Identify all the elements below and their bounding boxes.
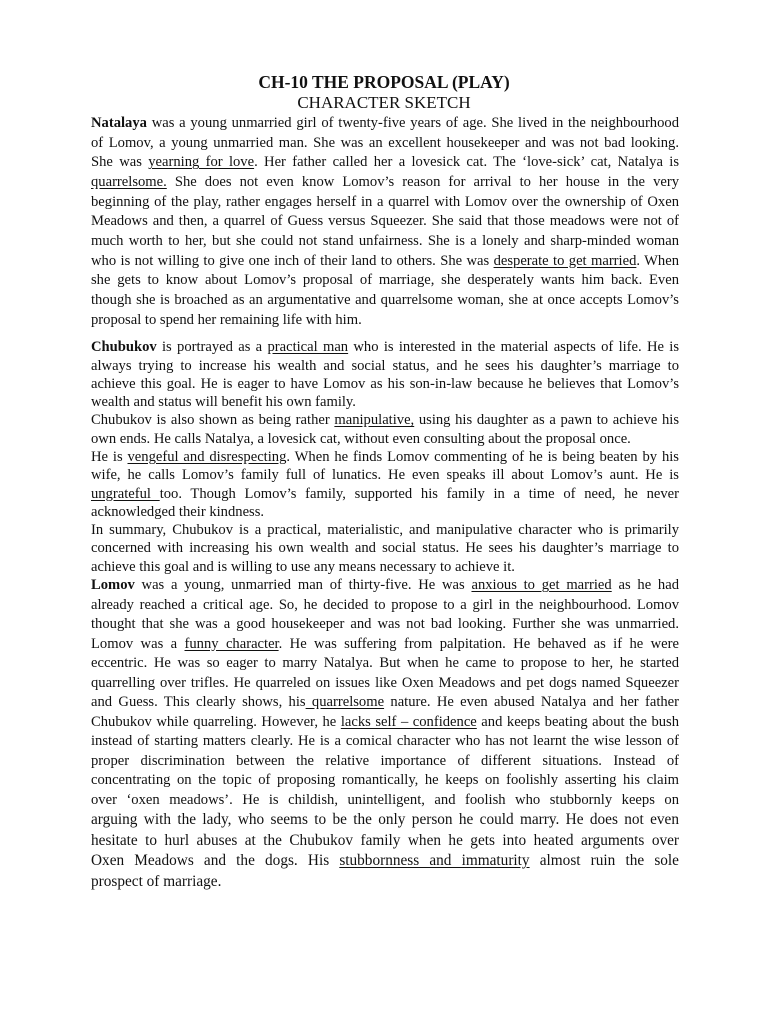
text-line: instead of starting matters clearly. He is a comical character who has not learnt the wise lesson of [91, 733, 679, 750]
character-name-lomov: Lomov [91, 577, 135, 594]
text-line: wife, he calls Lomov’s family full of lunatics. He even speaks ill about Lomov’s aunt. He is [91, 467, 679, 484]
underlined-phrase: quarrelsome. [91, 173, 167, 190]
text-line: thought that she was a good housekeeper and was not bad looking. Further she was unmarried. [91, 616, 679, 633]
text-line: much worth to her, but she could not stand unfairness. She is a lonely and sharp-minded woman [91, 232, 679, 249]
underlined-phrase: quarrelsome [305, 694, 385, 711]
text-line: proper discrimination between the relative importance of different situations. Instead of [91, 752, 679, 769]
text-line: eccentric. He was so eager to marry Natalya. But when he came to propose to her, he started [91, 655, 679, 672]
text-line: always trying to increase his wealth and social status, and he sees his daughter’s marriage to [91, 357, 679, 374]
underlined-phrase: stubbornness and immaturity [339, 852, 530, 870]
character-name-chubukov: Chubukov [91, 339, 157, 356]
text-line: Lomov was a funny character. He was suffering from palpitation. He behaved as if he were [91, 635, 679, 652]
text-line: ungrateful too. Though Lomov’s family, supported his family in a time of need, he never [91, 485, 680, 502]
text-line: Chubukov is also shown as being rather manipulative, using his daughter as a pawn to achieve his [91, 412, 679, 429]
underlined-phrase: practical man [267, 339, 349, 356]
text-line: quarrelling over trifles. He quarreled on issues like Oxen Meadows and pet dogs named Squeezer [91, 674, 679, 691]
text-line: achieve this goal and is willing to use any means necessary to achieve it. [91, 558, 515, 575]
text-line: Meadows and then, a quarrel of Guess versus Squeezer. She said that those meadows were not of [91, 213, 679, 230]
underlined-phrase: manipulative, [334, 412, 415, 429]
underlined-phrase: funny character [184, 635, 279, 652]
text-line: who is not willing to give one inch of their land to others. She was desperate to get married. When [91, 252, 679, 269]
text-line: He is vengeful and disrespecting. When he finds Lomov commenting of he is being beaten by his [91, 449, 679, 465]
text-line: Lomov was a young, unmarried man of thirty-five. He was anxious to get married as he had [91, 577, 680, 594]
text-line: she gets to know about Lomov’s proposal of marriage, she desperately wants him back. Even [91, 272, 679, 289]
paragraph-chubukov-summary [91, 521, 679, 576]
text-line: already reached a critical age. So, he decided to propose to a girl in the neighbourhood. Lomov [91, 596, 679, 613]
document-title: CH-10 THE PROPOSAL (PLAY) [258, 72, 510, 92]
underlined-phrase: yearning for love [148, 154, 255, 171]
text-line: Chubukov is portrayed as a practical man who is interested in the material aspects of life. He is [91, 339, 679, 356]
underlined-phrase: vengeful and disrespecting [127, 449, 287, 465]
text-line: of Lomov, a young unmarried man. She was an excellent housekeeper and was not bad looking. [91, 134, 679, 151]
paragraph-chubukov [91, 338, 679, 411]
underlined-phrase: ungrateful [91, 485, 160, 502]
text-line: wealth and status will benefit his own family. [91, 394, 356, 411]
text-line: arguing with the lady, who seems to be the only person he could marry. He does not even [91, 811, 679, 829]
text-line: Oxen Meadows and the dogs. His stubbornness and immaturity almost ruin the sole [91, 852, 679, 870]
paragraph-chubukov-manipulative [91, 411, 679, 448]
paragraph-natalya [91, 114, 679, 330]
paragraph-lomov [91, 576, 679, 892]
text-line: prospect of marriage. [91, 872, 222, 890]
underlined-phrase: lacks self – confidence [340, 713, 477, 730]
text-line: concerned with increasing his own wealth and social status. He sees his daughter’s marriage to [91, 540, 679, 557]
text-line: though she is broached as an argumentative and quarrelsome woman, she at once accepts Lomov’s [91, 291, 679, 308]
text-line: Chubukov while quarreling. However, he lacks self – confidence and keeps beating about the bush [91, 713, 680, 730]
text-line: proposal to spend her remaining life with him. [91, 311, 362, 328]
document-subtitle: CHARACTER SKETCH [297, 93, 471, 112]
text-line: concentrating on the topic of proposing romantically, he keeps on foolishly asserting his claim [91, 772, 679, 789]
text-line: In summary, Chubukov is a practical, materialistic, and manipulative character who is primarily [91, 522, 679, 539]
text-line: acknowledged their kindness. [91, 503, 265, 520]
text-line: over ‘oxen meadows’. He is childish, unintelligent, and foolish who stubbornly keeps on [91, 791, 679, 808]
paragraph-chubukov-vengeful [91, 448, 679, 521]
text-line: own ends. He calls Natalya, a lovesick cat, without even consulting about the proposal once. [91, 430, 631, 447]
text-line: Natalaya was a young unmarried girl of twenty-five years of age. She lived in the neighbourhood [91, 115, 679, 131]
text-line: achieve this goal. He is eager to have Lomov as his son-in-law because he believes that Lomov’s [91, 375, 679, 392]
text-line: She was yearning for love. Her father called her a lovesick cat. The ‘love-sick’ cat, Natalya is [91, 154, 680, 171]
text-line: quarrelsome. She does not even know Lomov’s reason for arrival to her house in the very [91, 173, 679, 190]
text-line: and Guess. This clearly shows, his quarrelsome nature. He even abused Natalya and her father [91, 694, 680, 711]
underlined-phrase: desperate to get married [493, 252, 637, 269]
underlined-phrase: anxious to get married [471, 577, 612, 594]
character-name-natalya: Natalaya [91, 115, 147, 131]
text-line: hesitate to hurl abuses at the Chubukov family when he gets into heated arguments over [91, 831, 679, 849]
text-line: beginning of the play, rather engages herself in a quarrel with Lomov over the ownership of Oxen [91, 193, 679, 210]
document-body [91, 114, 679, 892]
